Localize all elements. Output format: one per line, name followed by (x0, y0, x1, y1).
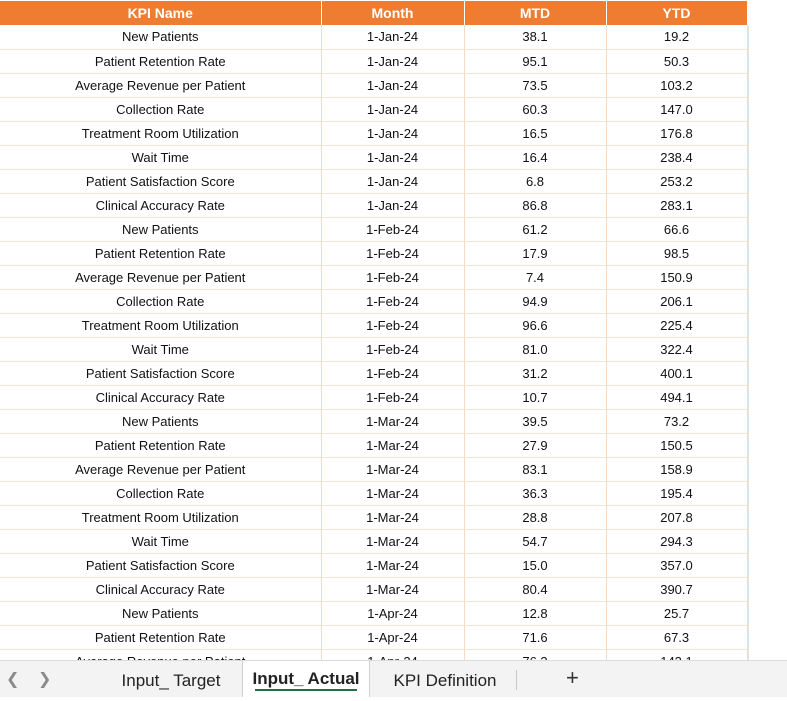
cell-month[interactable]: 1-Mar-24 (321, 433, 464, 457)
cell-mtd[interactable]: 16.4 (464, 145, 606, 169)
cell-month[interactable]: 1-Jan-24 (321, 193, 464, 217)
cell-ytd[interactable]: 158.9 (606, 457, 747, 481)
cell-ytd[interactable]: 294.3 (606, 529, 747, 553)
cell-ytd[interactable]: 98.5 (606, 241, 747, 265)
table-row (0, 73, 747, 97)
cell-month[interactable]: 1-Jan-24 (321, 145, 464, 169)
cell-month[interactable]: 1-Feb-24 (321, 265, 464, 289)
table-row (0, 49, 747, 73)
cell-kpi-name[interactable]: Collection Rate (0, 481, 321, 505)
table-row (0, 313, 747, 337)
table-row (0, 481, 747, 505)
cell-month[interactable]: 1-Mar-24 (321, 457, 464, 481)
cell-kpi-name[interactable]: Collection Rate (0, 289, 321, 313)
cell-ytd[interactable]: 253.2 (606, 169, 747, 193)
cell-ytd[interactable]: 176.8 (606, 121, 747, 145)
table-row (0, 217, 747, 241)
table-row (0, 385, 747, 409)
cell-kpi-name[interactable]: Patient Retention Rate (0, 241, 321, 265)
table-row (0, 409, 747, 433)
plus-icon[interactable]: + (566, 665, 579, 690)
cell-month[interactable]: 1-Jan-24 (321, 169, 464, 193)
cell-mtd[interactable]: 10.7 (464, 385, 606, 409)
cell-ytd[interactable]: 103.2 (606, 73, 747, 97)
cell-kpi-name[interactable]: Wait Time (0, 529, 321, 553)
cell-ytd[interactable]: 207.8 (606, 505, 747, 529)
cell-month[interactable]: 1-Mar-24 (321, 577, 464, 601)
cell-mtd[interactable]: 83.1 (464, 457, 606, 481)
table-row (0, 25, 747, 49)
cell-month[interactable]: 1-Jan-24 (321, 49, 464, 73)
table-row (0, 601, 747, 625)
cell-month[interactable]: 1-Mar-24 (321, 481, 464, 505)
cell-ytd[interactable]: 494.1 (606, 385, 747, 409)
cell-month[interactable]: 1-Apr-24 (321, 625, 464, 649)
cell-mtd[interactable]: 94.9 (464, 289, 606, 313)
cell-kpi-name[interactable]: Treatment Room Utilization (0, 313, 321, 337)
cell-ytd[interactable]: 147.0 (606, 97, 747, 121)
cell-mtd[interactable]: 96.6 (464, 313, 606, 337)
tab-separator (516, 670, 517, 690)
cell-kpi-name[interactable]: New Patients (0, 409, 321, 433)
column-gridline (748, 26, 749, 660)
table-row (0, 289, 747, 313)
table-row (0, 361, 747, 385)
cell-mtd[interactable]: 28.8 (464, 505, 606, 529)
header-month[interactable]: Month (321, 1, 464, 25)
table-row (0, 433, 747, 457)
cell-kpi-name[interactable]: Patient Satisfaction Score (0, 361, 321, 385)
tab-kpi-definition[interactable] (376, 661, 514, 697)
cell-month[interactable]: 1-Feb-24 (321, 241, 464, 265)
cell-month[interactable]: 1-Feb-24 (321, 385, 464, 409)
cell-kpi-name[interactable]: Patient Retention Rate (0, 433, 321, 457)
cell-mtd[interactable]: 73.5 (464, 73, 606, 97)
cell-kpi-name[interactable]: Wait Time (0, 337, 321, 361)
cell-kpi-name[interactable]: Collection Rate (0, 97, 321, 121)
cell-ytd[interactable]: 283.1 (606, 193, 747, 217)
cell-ytd[interactable]: 238.4 (606, 145, 747, 169)
cell-mtd[interactable]: 27.9 (464, 433, 606, 457)
cell-ytd[interactable]: 73.2 (606, 409, 747, 433)
cell-kpi-name[interactable]: Patient Retention Rate (0, 625, 321, 649)
cell-month[interactable]: 1-Mar-24 (321, 529, 464, 553)
cell-mtd[interactable]: 86.8 (464, 193, 606, 217)
header-mtd[interactable]: MTD (464, 1, 606, 25)
cell-kpi-name[interactable]: Patient Satisfaction Score (0, 169, 321, 193)
cell-kpi-name[interactable]: New Patients (0, 25, 321, 49)
cell-month[interactable]: 1-Feb-24 (321, 313, 464, 337)
cell-month[interactable]: 1-Jan-24 (321, 25, 464, 49)
table-row (0, 337, 747, 361)
cell-month[interactable]: 1-Jan-24 (321, 121, 464, 145)
cell-kpi-name[interactable]: New Patients (0, 217, 321, 241)
table-row (0, 193, 747, 217)
cell-month[interactable]: 1-Mar-24 (321, 505, 464, 529)
cell-ytd[interactable]: 225.4 (606, 313, 747, 337)
cell-month[interactable]: 1-Feb-24 (321, 361, 464, 385)
cell-kpi-name[interactable]: Wait Time (0, 145, 321, 169)
cell-mtd[interactable]: 61.2 (464, 217, 606, 241)
chevron-right-icon[interactable]: ❯ (38, 671, 52, 688)
cell-kpi-name[interactable]: Patient Retention Rate (0, 49, 321, 73)
table-row (0, 169, 747, 193)
cell-mtd[interactable]: 12.8 (464, 601, 606, 625)
cell-mtd[interactable]: 7.4 (464, 265, 606, 289)
cell-mtd[interactable]: 36.3 (464, 481, 606, 505)
cell-ytd[interactable]: 25.7 (606, 601, 747, 625)
cell-month[interactable]: 1-Feb-24 (321, 217, 464, 241)
table-row (0, 121, 747, 145)
cell-ytd[interactable]: 400.1 (606, 361, 747, 385)
cell-mtd[interactable]: 38.1 (464, 25, 606, 49)
sheet-tab-bar (0, 660, 787, 697)
cell-month[interactable]: 1-Jan-24 (321, 97, 464, 121)
table-row (0, 625, 747, 649)
cell-kpi-name[interactable]: Patient Satisfaction Score (0, 553, 321, 577)
tab-label: Input_ Target (121, 671, 221, 690)
table-row (0, 457, 747, 481)
cell-ytd[interactable]: 322.4 (606, 337, 747, 361)
table-row (0, 505, 747, 529)
header-ytd[interactable]: YTD (606, 1, 747, 25)
cell-month[interactable]: 1-Mar-24 (321, 409, 464, 433)
cell-month[interactable]: 1-Feb-24 (321, 289, 464, 313)
cell-mtd[interactable]: 80.4 (464, 577, 606, 601)
table-row (0, 553, 747, 577)
cell-mtd[interactable]: 39.5 (464, 409, 606, 433)
tab-input-target[interactable] (103, 661, 239, 697)
header-row (0, 1, 747, 25)
cell-mtd[interactable]: 6.8 (464, 169, 606, 193)
cell-kpi-name[interactable]: Treatment Room Utilization (0, 121, 321, 145)
cell-ytd[interactable]: 150.5 (606, 433, 747, 457)
cell-month[interactable]: 1-Apr-24 (321, 601, 464, 625)
cell-ytd[interactable]: 206.1 (606, 289, 747, 313)
cell-mtd[interactable]: 54.7 (464, 529, 606, 553)
cell-ytd[interactable]: 19.2 (606, 25, 747, 49)
cell-ytd[interactable]: 195.4 (606, 481, 747, 505)
cell-ytd[interactable]: 67.3 (606, 625, 747, 649)
cell-kpi-name[interactable]: Average Revenue per Patient (0, 457, 321, 481)
table-row (0, 529, 747, 553)
cell-kpi-name[interactable]: Average Revenue per Patient (0, 73, 321, 97)
kpi-actual-table (0, 1, 748, 674)
cell-mtd[interactable]: 81.0 (464, 337, 606, 361)
cell-kpi-name[interactable]: New Patients (0, 601, 321, 625)
cell-kpi-name[interactable]: Treatment Room Utilization (0, 505, 321, 529)
cell-kpi-name[interactable]: Clinical Accuracy Rate (0, 385, 321, 409)
cell-ytd[interactable]: 357.0 (606, 553, 747, 577)
cell-ytd[interactable]: 150.9 (606, 265, 747, 289)
cell-mtd[interactable]: 15.0 (464, 553, 606, 577)
cell-month[interactable]: 1-Jan-24 (321, 73, 464, 97)
cell-ytd[interactable]: 390.7 (606, 577, 747, 601)
cell-kpi-name[interactable]: Clinical Accuracy Rate (0, 577, 321, 601)
chevron-left-icon[interactable]: ❮ (6, 671, 20, 688)
table-row (0, 577, 747, 601)
cell-kpi-name[interactable]: Average Revenue per Patient (0, 265, 321, 289)
tab-label: Input_ Actual (252, 669, 360, 688)
cell-mtd[interactable]: 71.6 (464, 625, 606, 649)
header-kpi-name[interactable]: KPI Name (0, 1, 321, 25)
table-row (0, 97, 747, 121)
cell-month[interactable]: 1-Mar-24 (321, 553, 464, 577)
cell-ytd[interactable]: 50.3 (606, 49, 747, 73)
active-tab-indicator (255, 689, 357, 691)
cell-mtd[interactable]: 31.2 (464, 361, 606, 385)
cell-mtd[interactable]: 16.5 (464, 121, 606, 145)
table-row (0, 241, 747, 265)
table-row (0, 145, 747, 169)
cell-month[interactable]: 1-Feb-24 (321, 337, 464, 361)
cell-mtd[interactable]: 95.1 (464, 49, 606, 73)
cell-kpi-name[interactable]: Clinical Accuracy Rate (0, 193, 321, 217)
cell-ytd[interactable]: 66.6 (606, 217, 747, 241)
cell-mtd[interactable]: 17.9 (464, 241, 606, 265)
tab-label: KPI Definition (393, 671, 497, 690)
table-row (0, 265, 747, 289)
tab-input-actual[interactable] (242, 661, 370, 697)
cell-mtd[interactable]: 60.3 (464, 97, 606, 121)
